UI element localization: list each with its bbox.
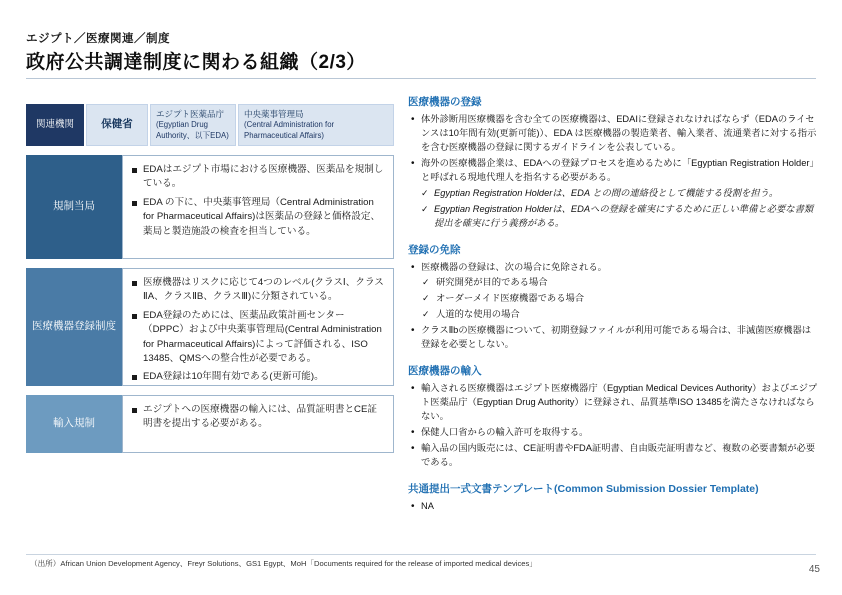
org-cell-eda-en: (Egyptian Drug Authority、以下EDA): [156, 120, 229, 140]
section-heading-dossier: 共通提出一式文書テンプレート(Common Submission Dossier Template): [408, 482, 759, 495]
org-cell-capa-en: (Central Administration for Pharmaceutical Affairs): [244, 120, 335, 140]
block-import-regulation-label: 輸入規制: [26, 395, 122, 453]
list-item: • 体外診断用医療機器を含む全ての医療機器は、EDAIに登録されなければならず（EDAのライセンスは10年間有効(更新可能)）、EDA は医療機器の製造業者、輸入業者、流通業者に対する指示を含む医療機器の登録に関するガイドラインを公表している。: [408, 113, 820, 155]
list-item: • 海外の医療機器企業は、EDAへの登録プロセスを進めるために「Egyptian Registration Holder」と呼ばれる現地代理人を指名する必要がある。: [408, 157, 820, 185]
section-list-registration: [408, 113, 820, 231]
org-cell-ministry: [86, 104, 148, 146]
page-title: 政府公共調達制度に関わる組織（2/3）: [26, 52, 366, 73]
list-item: • 保健人口省からの輸入許可を取得する。: [408, 426, 820, 440]
section-list-import: [408, 382, 820, 470]
block-import-regulation-body: [122, 395, 394, 453]
org-table-row-label: 関連機関: [26, 104, 84, 146]
list-item: • 輸入品の国内販売には、CE証明書やFDA証明書、自由販売証明書など、複数の必要書類が必要である。: [408, 442, 820, 470]
list-item: • 医療機器の登録は、次の場合に免除される。: [408, 261, 820, 275]
block-import-regulation: [26, 395, 394, 453]
list-item: ✓ オーダーメイド医療機器である場合: [408, 292, 820, 306]
right-column: [408, 94, 820, 516]
block-device-registration-label: 医療機器登録制度: [26, 268, 122, 386]
source-note: （出所）African Union Development Agency、Freyr Solutions、GS1 Egypt、MoH「Documents required for the release of imported medical devices」: [30, 559, 537, 568]
section-heading-import: 医療機器の輸入: [408, 365, 482, 378]
section-list-exemption: [408, 261, 820, 353]
section-heading-exemption: 登録の免除: [408, 243, 461, 256]
org-cell-eda-jp: エジプト医薬品庁: [156, 109, 225, 120]
list-item: • クラスⅡbの医療機器について、初期登録ファイルが利用可能である場合は、非滅菌医療機器は登録を必要としない。: [408, 324, 820, 352]
block-device-registration: [26, 268, 394, 386]
list-item: • 輸入される医療機器はエジプト医療機器庁（Egyptian Medical Devices Authority）およびエジプト医薬品庁（Egyptian Drug Authority）に登録され、品質基準ISO 13485を満たさなければならない。: [408, 382, 820, 424]
list-item: ✓ Egyptian Registration Holderは、EDAへの登録を確実にするために正しい準備と必要な書類提出を確実に行う義務がある。: [408, 203, 820, 231]
org-cell-ministry-jp: 保健省: [101, 118, 133, 131]
breadcrumb: エジプト／医療関連／制度: [26, 33, 170, 45]
list-item: ✓ 人道的な使用の場合: [408, 308, 820, 322]
block-regulator-label: 規制当局: [26, 155, 122, 259]
section-list-dossier: [408, 500, 820, 514]
page-number: 45: [808, 564, 820, 575]
org-cell-capa: [238, 104, 394, 146]
list-item: EDA登録は10年間有効である(更新可能)。: [130, 370, 384, 384]
list-item: • NA: [408, 500, 820, 514]
section-heading-registration: 医療機器の登録: [408, 96, 482, 108]
list-item: エジプトへの医療機器の輸入には、品質証明書とCE証明書を提出する必要がある。: [130, 403, 384, 432]
list-item: EDA登録のためには、医薬品政策計画センター（DPPC）および中央薬事管理局(Central Administration for Pharmaceutical Affairs)によって評価される、ISO 13485、QMSへの整合性が必要である。: [130, 309, 384, 367]
title-divider: [26, 78, 816, 79]
left-column: [26, 104, 394, 453]
org-cell-eda: [150, 104, 236, 146]
org-cell-capa-jp: 中央薬事管理局: [244, 109, 304, 120]
block-regulator: [26, 155, 394, 259]
list-item: EDAはエジプト市場における医療機器、医薬品を規制している。: [130, 163, 384, 192]
footer-divider: [26, 554, 816, 555]
block-regulator-body: [122, 155, 394, 259]
list-item: 医療機器はリスクに応じて4つのレベル(クラスⅠ、クラスⅡA、クラスⅡB、クラスⅢ)に分類されている。: [130, 276, 384, 305]
list-item: ✓ 研究開発が目的である場合: [408, 276, 820, 290]
org-table: [26, 104, 394, 146]
block-device-registration-body: [122, 268, 394, 386]
list-item: ✓ Egyptian Registration Holderは、EDA との間の連絡役として機能する役割を担う。: [408, 187, 820, 201]
list-item: EDA の下に、中央薬事管理局（Central Administration for Pharmaceutical Affairs)は医薬品の登録と価格設定、薬局と製造施設の検査を担当している。: [130, 196, 384, 239]
